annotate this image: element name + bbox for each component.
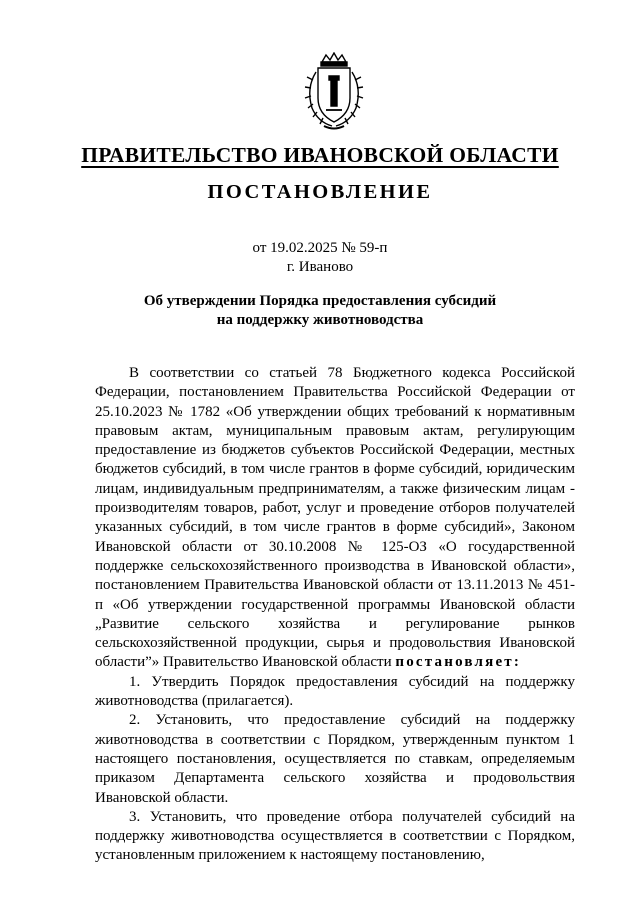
organization-title: ПРАВИТЕЛЬСТВО ИВАНОВСКОЙ ОБЛАСТИ [81,143,559,167]
date-number: от 19.02.2025 № 59-п [252,240,388,256]
item-paragraph-1: 1. Утвердить Порядок предоставления субсидий на поддержку животноводства (прилагается). [95,673,575,710]
item-paragraph-2: 2. Установить, что предоставление субсидий на поддержку животноводства в соответствии с Порядком, утвержденным пунктом 1 настоящего постановления, осуществляется по ставкам, определяемым приказом Департамента сельского хозяйства и продовольствия Ивановской области. [95,712,575,806]
decree-word: постановляет: [395,654,522,671]
preamble-text: В соответствии со статьей 78 Бюджетного кодекса Российской Федерации, постановлением Правительства Российской Федерации от 25.10.2023 № 1782 «Об утверждении общих требований к нормативным правовым актам, муниципальным правовым актам, регулирующим предоставление из бюджетов субъектов Российской Федерации, местных бюджетов субсидий, в том числе грантов в форме субсидий, юридическим лицам, индивидуальным предпринимателям, а также физическим лицам - производителям товаров, работ, услуг и проведение отборов получателей указанных субсидий, в том числе грантов в форме субсидий», Законом Ивановской области от 30.10.2008 № 125-ОЗ «О государственной поддержке сельскохозяйственного производства в Ивановской области», постановлением Правительства Ивановской области от 13.11.2013 № 451-п «Об утверждении государственной программы Ивановской области „Развитие сельского хозяйства и регулирование рынков сельскохозяйственной продукции, сырья и продовольствия Ивановской области”» Правительство Ивановской области [95,365,575,671]
subject-line-1: Об утверждении Порядка предоставления субсидий [143,293,497,309]
document-body [95,364,575,866]
coat-of-arms-icon [302,52,366,132]
document-subject [0,292,640,330]
document-type: ПОСТАНОВЛЕНИЕ [207,181,433,203]
document-meta [0,239,640,277]
subject-line-2: на поддержку животноводства [216,312,424,328]
preamble-paragraph [95,364,575,673]
item-paragraph-3: 3. Установить, что проведение отбора получателей субсидий на поддержку животноводства осуществляется в соответствии с Порядком, установленным приложением к настоящему постановлению, [95,808,575,864]
city: г. Иваново [286,259,354,275]
